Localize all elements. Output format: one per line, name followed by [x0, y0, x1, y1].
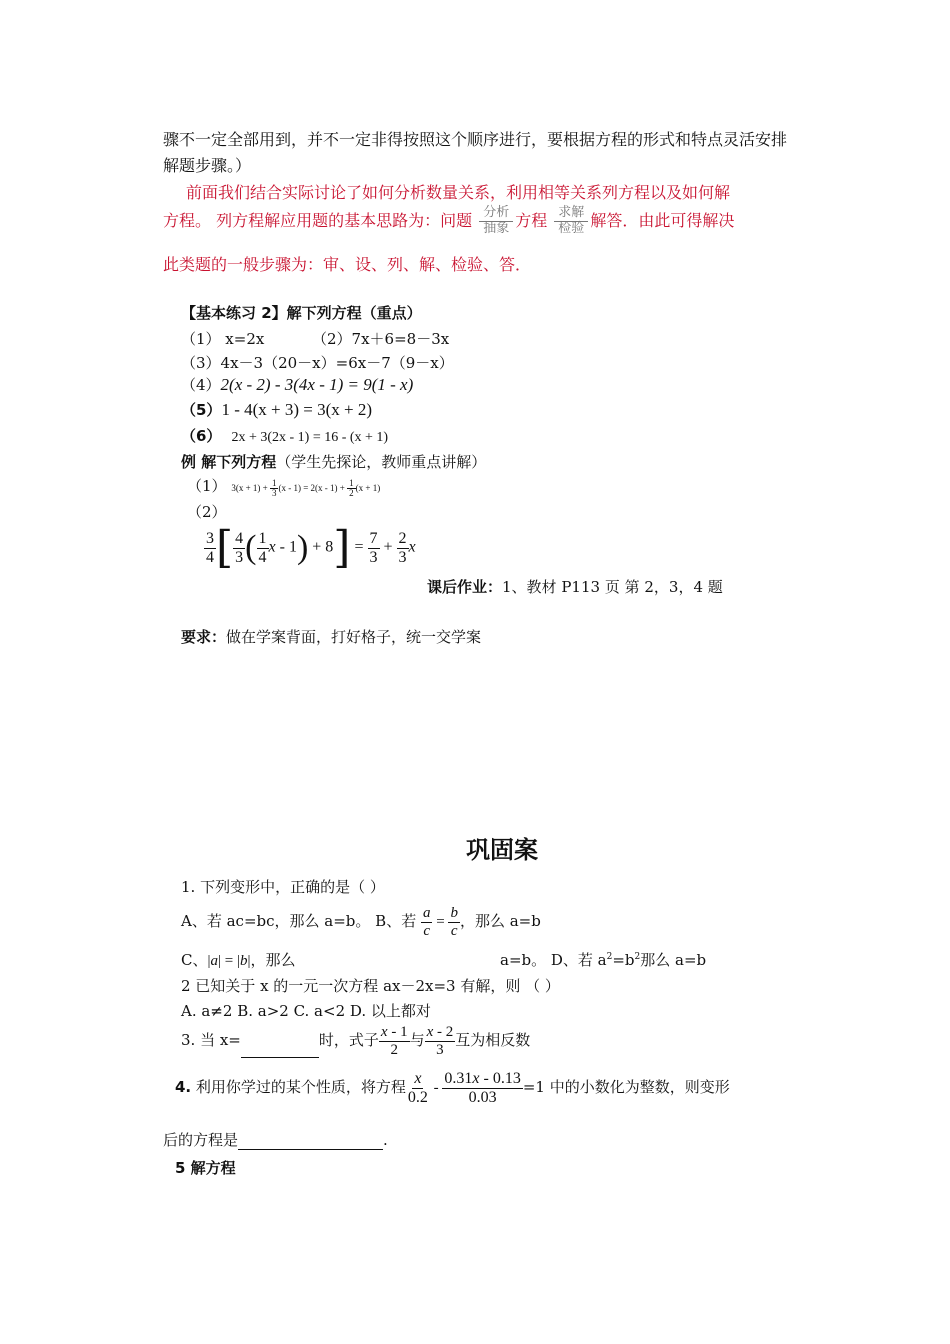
fraction-a-over-c: $\frac{a}{c}$ [422, 905, 431, 939]
arrow-label-bottom: 检验 [558, 220, 585, 236]
practice-item-5-label: （5） [181, 401, 222, 419]
example-1 [187, 475, 380, 499]
solve-check-arrow [554, 206, 588, 237]
practice-item-4-label: （4） [181, 376, 221, 394]
intro-line-1: 骤不一定全部用到，并不一定非得按照这个顺序进行，要根据方程的形式和特点灵活安排 [163, 130, 788, 149]
summary-line-2-mid: 方程 [515, 210, 553, 230]
homework-text: 1、教材 P113 页 第 2，3，4 题 [502, 578, 723, 596]
page-title: 巩固案 [466, 836, 538, 864]
arrow-label-top: 求解 [554, 206, 588, 222]
question-3-end: 互为相反数 [455, 1031, 531, 1049]
question-2: 2 已知关于 x 的一元一次方程 ax－2x=3 有解，则 （ ） [181, 977, 560, 995]
intro-line-2: 解题步骤。） [163, 156, 252, 175]
example-1-label: （1） [187, 477, 227, 495]
analyze-abstract-arrow [479, 206, 513, 237]
practice-heading: 【基本练习 2】解下列方程（重点） [181, 304, 422, 322]
practice-item-3: （3）4x－3（20－x）=6x－7（9－x） [181, 354, 454, 372]
practice-item-5 [181, 399, 372, 420]
practice-item-4 [181, 374, 413, 395]
arrow-label-top: 分析 [479, 206, 513, 222]
practice-item-6 [181, 425, 388, 446]
fraction-x-minus-1-over-2: $\frac{x - 1}{2}$ [380, 1024, 408, 1058]
question-3-with: 与 [409, 1031, 425, 1049]
example-heading-note: （学生先探论，教师重点讲解） [276, 453, 487, 471]
question-4-line-2: 后的方程是 . [163, 1131, 388, 1149]
question-4-end: =1 中的小数化为整数，则变形 [522, 1078, 730, 1097]
example-2-label: （2） [187, 503, 227, 521]
question-4-line-2-text: 后的方程是 [163, 1131, 239, 1149]
fraction-b-over-c: $\frac{b}{c}$ [450, 905, 458, 939]
question-4-start: 利用你学过的某个性质，将方程 [191, 1078, 406, 1097]
option-d-tail: 那么 a=b [640, 951, 707, 969]
question-4: 4. 利用你学过的某个性质，将方程 $\frac{x}{0.2}$ - $\frac{0.31x - 0.13}{0.03}$ =1 中的小数化为整数，则变形 [175, 1070, 730, 1106]
practice-item-4-equation: 2(x - 2) - 3(4x - 1) = 9(1 - x) [220, 375, 414, 394]
question-3 [181, 1024, 530, 1058]
homework-label: 课后作业： [427, 578, 503, 596]
question-1: 1. 下列变形中，正确的是（ ） [181, 878, 385, 896]
example-1-equation: 3(x + 1) + $\frac{1}{3}$ (x - 1) = 2(x - 1) + $\frac{1}{2}$ (x + 1) [231, 477, 381, 499]
requirement-label: 要求： [181, 628, 227, 646]
fraction-decimal: $\frac{0.31x - 0.13}{0.03}$ [444, 1070, 521, 1106]
option-c-label: C、 [181, 951, 208, 969]
question-3-mid: 时，式子 [318, 1031, 379, 1049]
requirement-text: 做在学案背面，打好格子，统一交学案 [226, 628, 482, 646]
summary-line-1: 前面我们结合实际讨论了如何分析数量关系，利用相等关系列方程以及如何解 [186, 183, 731, 202]
abs-equation: |a| = |b| [207, 953, 251, 969]
example-heading-bold: 例 解下列方程 [181, 453, 277, 471]
option-c-mid: ，那么 [250, 951, 296, 969]
example-2-equation: $\frac{3}{4}$ [ $\frac{4}{3}$ ( $\frac{1}{4}$ x - 1) + 8] = $\frac{7}{3}$ + $\frac{2}{3}$ x [206, 522, 416, 573]
practice-item-5-equation: 1 - 4(x + 3) = 3(x + 2) [221, 400, 373, 419]
question-1-options-cd [181, 949, 296, 970]
question-5: 5 解方程 [175, 1159, 236, 1177]
practice-item-2: （2）7x＋6=8－3x [312, 330, 450, 348]
homework [427, 576, 723, 597]
question-2-options: A. a≠2 B. a>2 C. a<2 D. 以上都对 [181, 1002, 431, 1020]
arrow-label-bottom: 抽象 [483, 220, 510, 236]
question-4-number: 4. [175, 1078, 192, 1097]
fraction-x-over-0-2: $\frac{x}{0.2}$ [407, 1070, 428, 1106]
example-heading [181, 451, 486, 472]
summary-line-2-start: 方程。 列方程解应用题的基本思路为：问题 [163, 210, 478, 230]
fraction-x-minus-2-over-3: $\frac{x - 2}{3}$ [426, 1024, 454, 1058]
summary-line-3: 此类题的一般步骤为：审、设、列、解、检验、答． [163, 255, 532, 274]
answer-blank[interactable] [241, 1057, 319, 1058]
option-d-text: a=b。 D、若 a [500, 951, 607, 969]
practice-item-6-label: （6） [181, 427, 222, 445]
answer-blank[interactable] [238, 1149, 383, 1150]
practice-item-6-equation: 2x + 3(2x - 1) = 16 - (x + 1) [231, 430, 389, 445]
option-a-text: A、若 ac=bc，那么 a=b。 B、若 [181, 912, 421, 930]
summary-line-2-end: 解答．由此可得解决 [590, 210, 735, 230]
practice-item-1: （1） x=2x [181, 330, 265, 348]
option-b-tail: ，那么 a=b [459, 912, 541, 930]
question-1-option-d: a=b。 D、若 $a^2=b^2$那么 a=b [500, 951, 707, 969]
question-1-options-ab: A、若 ac=bc，那么 a=b。 B、若 $\frac{a}{c}$ = $\frac{b}{c}$ ，那么 a=b [181, 905, 541, 939]
summary-line-2 [163, 206, 734, 237]
requirement [181, 626, 481, 647]
question-3-start: 3. 当 x= [181, 1031, 241, 1049]
